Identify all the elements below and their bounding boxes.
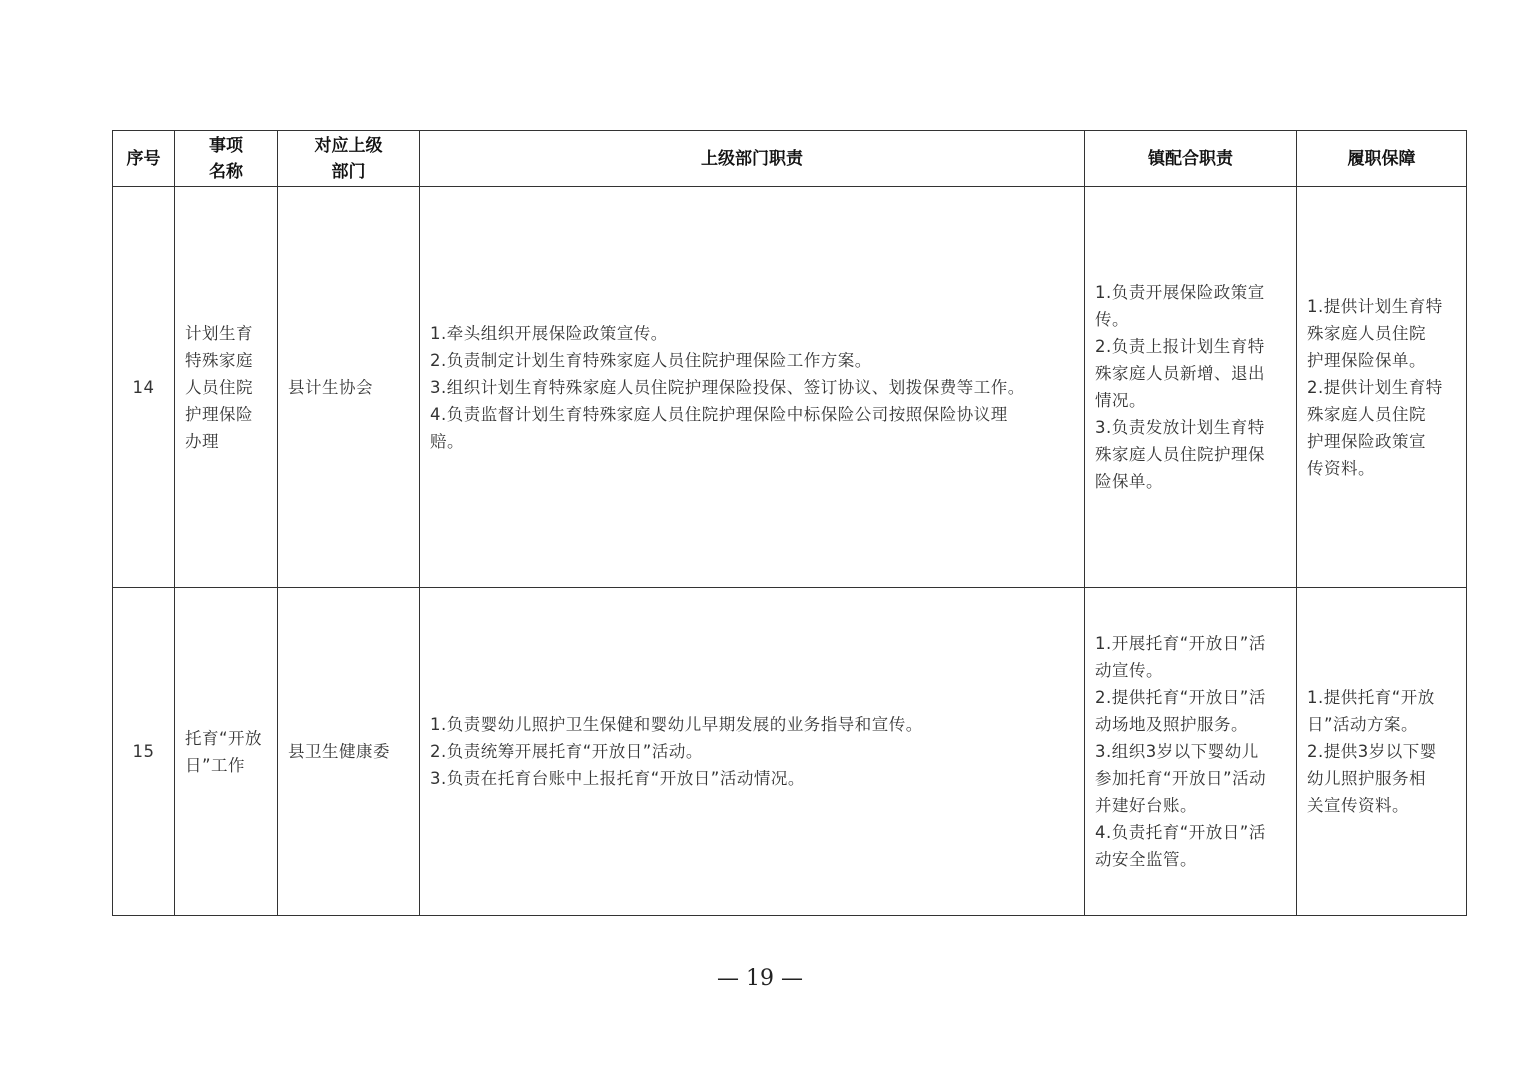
cell-no: 14	[113, 187, 175, 588]
header-superior-dept-line-2: 部门	[331, 161, 366, 182]
guarantee-line: 1.提供计划生育特	[1307, 296, 1443, 316]
header-item-name-line-1: 事项	[209, 135, 243, 156]
town-duty-line: 殊家庭人员住院护理保	[1095, 445, 1265, 464]
town-duty-line: 1.负责开展保险政策宣	[1095, 283, 1265, 302]
town-duty-line: 2.提供托育“开放日”活	[1095, 688, 1266, 707]
superior-duty-line: 3.负责在托育台账中上报托育“开放日”活动情况。	[430, 769, 805, 788]
cell-superior-duty	[420, 588, 1085, 916]
table-header-row	[113, 131, 1467, 187]
guarantee-line: 1.提供托育“开放	[1307, 688, 1435, 707]
guarantee-line: 传资料。	[1307, 458, 1375, 478]
guarantee-line: 日”活动方案。	[1307, 715, 1419, 734]
superior-duty-line: 赔。	[430, 431, 464, 451]
header-guarantee: 履职保障	[1297, 131, 1467, 187]
guarantee-line: 殊家庭人员住院	[1307, 323, 1426, 343]
cell-town-duty	[1085, 588, 1297, 916]
cell-superior-dept: 县计生协会	[278, 187, 420, 588]
town-duty-line: 情况。	[1095, 391, 1146, 410]
town-duty-line: 3.组织3岁以下婴幼儿	[1095, 742, 1259, 761]
item-name-line: 护理保险	[185, 404, 253, 424]
guarantee-line: 2.提供3岁以下婴	[1307, 742, 1437, 761]
town-duty-line: 动安全监管。	[1095, 850, 1197, 869]
item-name-line: 日”工作	[185, 755, 246, 775]
header-superior-duty: 上级部门职责	[420, 131, 1085, 187]
cell-guarantee	[1297, 187, 1467, 588]
superior-duty-line: 1.牵头组织开展保险政策宣传。	[430, 323, 668, 343]
header-item-name-line-2: 名称	[209, 161, 243, 182]
table-row	[113, 187, 1467, 588]
guarantee-line: 关宣传资料。	[1307, 796, 1409, 815]
guarantee-line: 护理保险政策宣	[1307, 431, 1426, 451]
item-name-line: 计划生育	[185, 323, 253, 343]
town-duty-line: 殊家庭人员新增、退出	[1095, 364, 1265, 383]
cell-superior-duty	[420, 187, 1085, 588]
town-duty-line: 3.负责发放计划生育特	[1095, 418, 1265, 437]
header-superior-dept	[278, 131, 420, 187]
town-duty-line: 动宣传。	[1095, 661, 1163, 680]
cell-item-name	[175, 187, 278, 588]
item-name-line: 人员住院	[185, 377, 253, 397]
town-duty-line: 传。	[1095, 310, 1129, 329]
header-town-duty: 镇配合职责	[1085, 131, 1297, 187]
cell-superior-dept: 县卫生健康委	[278, 588, 420, 916]
item-name-line: 托育“开放	[185, 728, 263, 748]
cell-no: 15	[113, 588, 175, 916]
cell-town-duty	[1085, 187, 1297, 588]
header-no: 序号	[113, 131, 175, 187]
town-duty-line: 1.开展托育“开放日”活	[1095, 634, 1266, 653]
guarantee-line: 殊家庭人员住院	[1307, 404, 1426, 424]
town-duty-line: 动场地及照护服务。	[1095, 715, 1248, 734]
town-duty-line: 2.负责上报计划生育特	[1095, 337, 1265, 356]
page-number: — 19 —	[717, 966, 803, 991]
guarantee-line: 护理保险保单。	[1307, 350, 1426, 370]
superior-duty-line: 3.组织计划生育特殊家庭人员住院护理保险投保、签订协议、划拨保费等工作。	[430, 377, 1025, 397]
superior-duty-line: 4.负责监督计划生育特殊家庭人员住院护理保险中标保险公司按照保险协议理	[430, 404, 1008, 424]
guarantee-line: 2.提供计划生育特	[1307, 377, 1443, 397]
superior-duty-line: 2.负责统筹开展托育“开放日”活动。	[430, 742, 703, 761]
duty-table	[112, 130, 1467, 916]
header-item-name	[175, 131, 278, 187]
superior-duty-line: 2.负责制定计划生育特殊家庭人员住院护理保险工作方案。	[430, 350, 872, 370]
header-superior-dept-line-1: 对应上级	[314, 135, 383, 156]
cell-item-name	[175, 588, 278, 916]
superior-duty-line: 1.负责婴幼儿照护卫生保健和婴幼儿早期发展的业务指导和宣传。	[430, 715, 923, 734]
town-duty-line: 参加托育“开放日”活动	[1095, 769, 1267, 788]
item-name-line: 特殊家庭	[185, 350, 253, 370]
town-duty-line: 4.负责托育“开放日”活	[1095, 823, 1266, 842]
table-row	[113, 588, 1467, 916]
item-name-line: 办理	[185, 431, 219, 451]
town-duty-line: 险保单。	[1095, 472, 1163, 491]
guarantee-line: 幼儿照护服务相	[1307, 769, 1426, 788]
cell-guarantee	[1297, 588, 1467, 916]
town-duty-line: 并建好台账。	[1095, 796, 1197, 815]
